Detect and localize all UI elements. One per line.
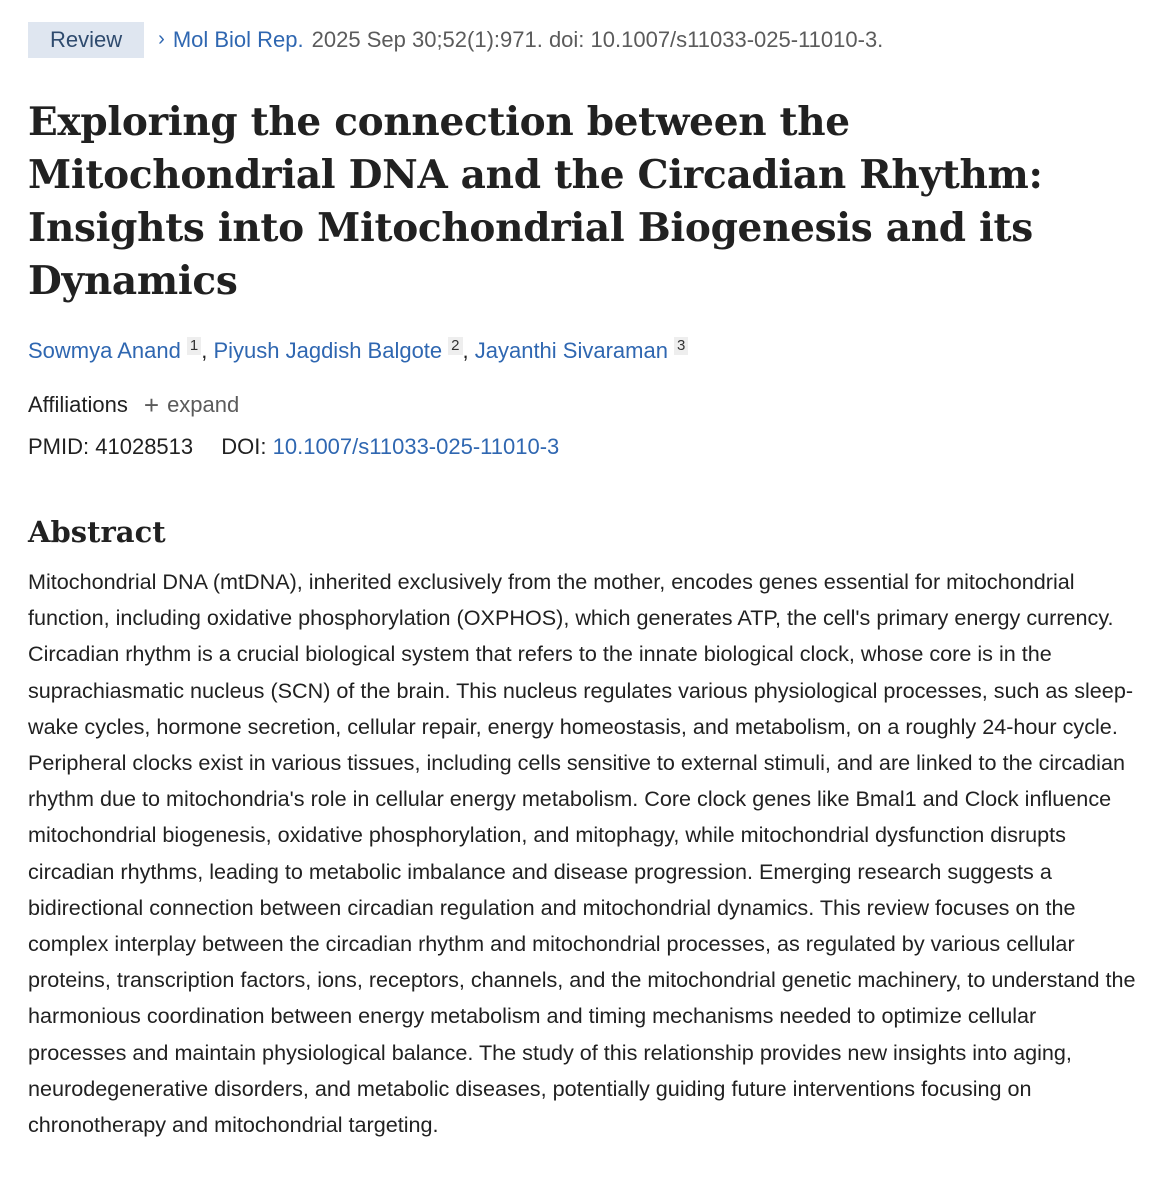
publication-type-badge: Review (28, 22, 144, 58)
expand-label: expand (167, 392, 240, 417)
authors-list: Sowmya Anand 1 , Piyush Jagdish Balgote 2 , Jayanthi Sivaraman 3 (28, 336, 1133, 366)
pmid-label: PMID: (28, 434, 90, 459)
pmid-value: 41028513 (95, 434, 194, 459)
affiliations-label: Affiliations (28, 392, 128, 417)
affiliations-expand-toggle[interactable] (144, 390, 239, 420)
abstract-heading: Abstract (28, 515, 166, 549)
author-link-1[interactable]: Sowmya Anand (28, 338, 181, 363)
abstract-text: Mitochondrial DNA (mtDNA), inherited exclusively from the mother, encodes genes essential for mitochondrial function, including oxidative phosphorylation (OXPHOS), which generates ATP, the cell's primary energy currency. Circadian rhythm is a crucial biological system that refers to the innate biological clock, whose core is in the suprachiasmatic nucleus (SCN) of the brain. This nucleus regulates various physiological processes, such as sleep-wake cycles, hormone secretion, cellular repair, energy homeostasis, and metabolism, on a roughly 24-hour cycle. Peripheral clocks exist in various tissues, including cells sensitive to external stimuli, and are linked to the circadian rhythm due to mitochondria's role in cellular energy metabolism. Core clock genes like Bmal1 and Clock influence mitochondrial biogenesis, oxidative phosphorylation, and mitophagy, while mitochondrial dysfunction disrupts circadian rhythms, leading to metabolic imbalance and disease progression. Emerging research suggests a bidirectional connection between circadian regulation and mitochondrial dynamics. This review focuses on the complex interplay between the circadian rhythm and mitochondrial processes, as regulated by various cellular proteins, transcription factors, ions, receptors, channels, and the mitochondrial genetic machinery, to understand the harmonious coordination between energy metabolism and timing mechanisms needed to optimize cellular processes and maintain physiological balance. The study of this relationship provides new insights into aging, neurodegenerative disorders, and metabolic diseases, potentially guiding future interventions focusing on chronotherapy and mitochondrial targeting. (28, 569, 1136, 1138)
author-link-3[interactable]: Jayanthi Sivaraman (474, 338, 668, 363)
affiliations-row (28, 390, 1133, 420)
affiliation-number-3[interactable]: 3 (674, 337, 688, 355)
doi-label: DOI: (221, 434, 267, 459)
plus-icon: + (143, 390, 160, 420)
citation-row (28, 22, 1133, 58)
citation-details: 2025 Sep 30;52(1):971. doi: 10.1007/s11033-025-11010-3. (311, 27, 884, 52)
journal-link[interactable]: Mol Biol Rep. (172, 27, 304, 52)
doi-link[interactable]: 10.1007/s11033-025-11010-3 (272, 434, 560, 459)
article-page (28, 22, 1136, 1143)
article-title: Exploring the connection between the Mitochondrial DNA and the Circadian Rhythm: Insights into Mitochondrial Biogenesis and its Dynamics (28, 99, 1043, 304)
chevron-right-icon[interactable]: › (158, 28, 165, 50)
affiliation-number-1[interactable]: 1 (187, 337, 201, 355)
affiliation-number-2[interactable]: 2 (448, 337, 462, 355)
article-identifiers (28, 432, 1133, 462)
author-link-2[interactable]: Piyush Jagdish Balgote (213, 338, 443, 363)
